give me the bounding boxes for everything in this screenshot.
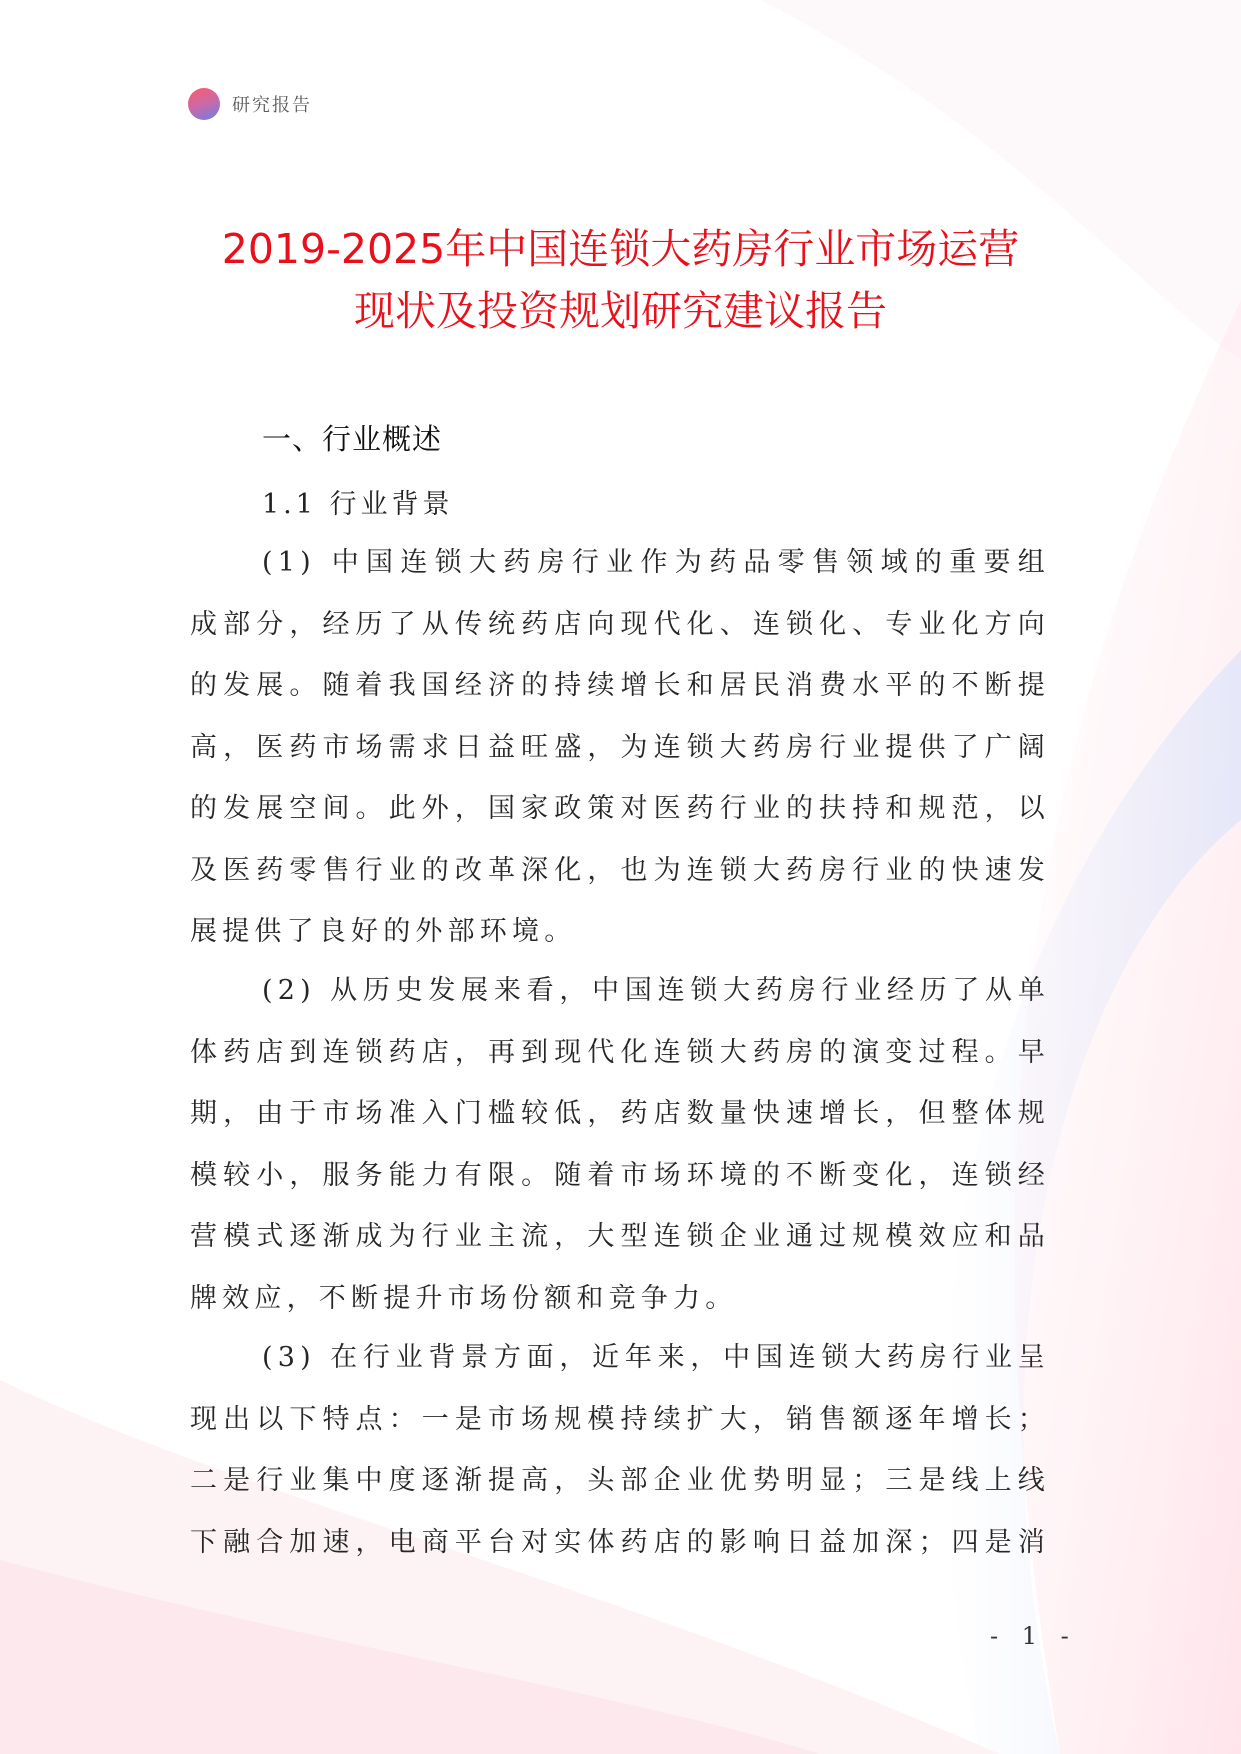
paragraph-2 [190,960,1050,1329]
paragraph-3 [190,1327,1050,1573]
paragraph-line: 及医药零售行业的改革深化，也为连锁大药房行业的快速发 [190,854,1050,886]
title-line-2: 现状及投资规划研究建议报告 [354,287,887,335]
paragraph-line: 二是行业集中度逐渐提高，头部企业优势明显；三是线上线 [190,1465,1050,1496]
paragraph-line: (3) 在行业背景方面，近年来，中国连锁大药房行业呈 [262,1342,1050,1373]
header-label: 研究报告 [232,95,312,116]
logo-icon [188,88,220,120]
paragraph-line: (2) 从历史发展来看，中国连锁大药房行业经历了从单 [262,975,1050,1006]
subsection-heading: 1.1 行业背景 [262,489,454,520]
paragraph-line: (1) 中国连锁大药房行业作为药品零售领域的重要组 [262,547,1050,578]
paragraph-line: 期，由于市场准入门槛较低，药店数量快速增长，但整体规 [190,1098,1050,1129]
paragraph-line: 模较小，服务能力有限。随着市场环境的不断变化，连锁经 [190,1159,1050,1191]
paragraph-line: 的发展。随着我国经济的持续增长和居民消费水平的不断提 [190,670,1050,701]
paragraph-line: 现出以下特点：一是市场规模持续扩大，销售额逐年增长； [190,1403,1050,1435]
paragraph-1 [190,532,1050,963]
paragraph-line: 展提供了良好的外部环境。 [190,916,577,947]
paragraph-line: 高，医药市场需求日益旺盛，为连锁大药房行业提供了广阔 [190,731,1050,763]
section-heading: 一、行业概述 [262,422,443,456]
paragraph-line: 体药店到连锁药店，再到现代化连锁大药房的演变过程。早 [190,1036,1050,1068]
paragraph-line: 成部分，经历了从传统药店向现代化、连锁化、专业化方向 [190,608,1050,640]
report-title [150,218,1091,342]
paragraph-line: 的发展空间。此外，国家政策对医药行业的扶持和规范，以 [190,793,1050,824]
paragraph-line: 下融合加速，电商平台对实体药店的影响日益加深；四是消 [190,1526,1050,1558]
title-line-1: 2019-2025年中国连锁大药房行业市场运营 [221,225,1020,273]
paragraph-line: 营模式逐渐成为行业主流，大型连锁企业通过规模效应和品 [190,1221,1050,1252]
paragraph-line: 牌效应，不断提升市场份额和竞争力。 [190,1282,738,1314]
page-number: - 1 - [990,1622,1077,1650]
report-header [188,88,312,120]
